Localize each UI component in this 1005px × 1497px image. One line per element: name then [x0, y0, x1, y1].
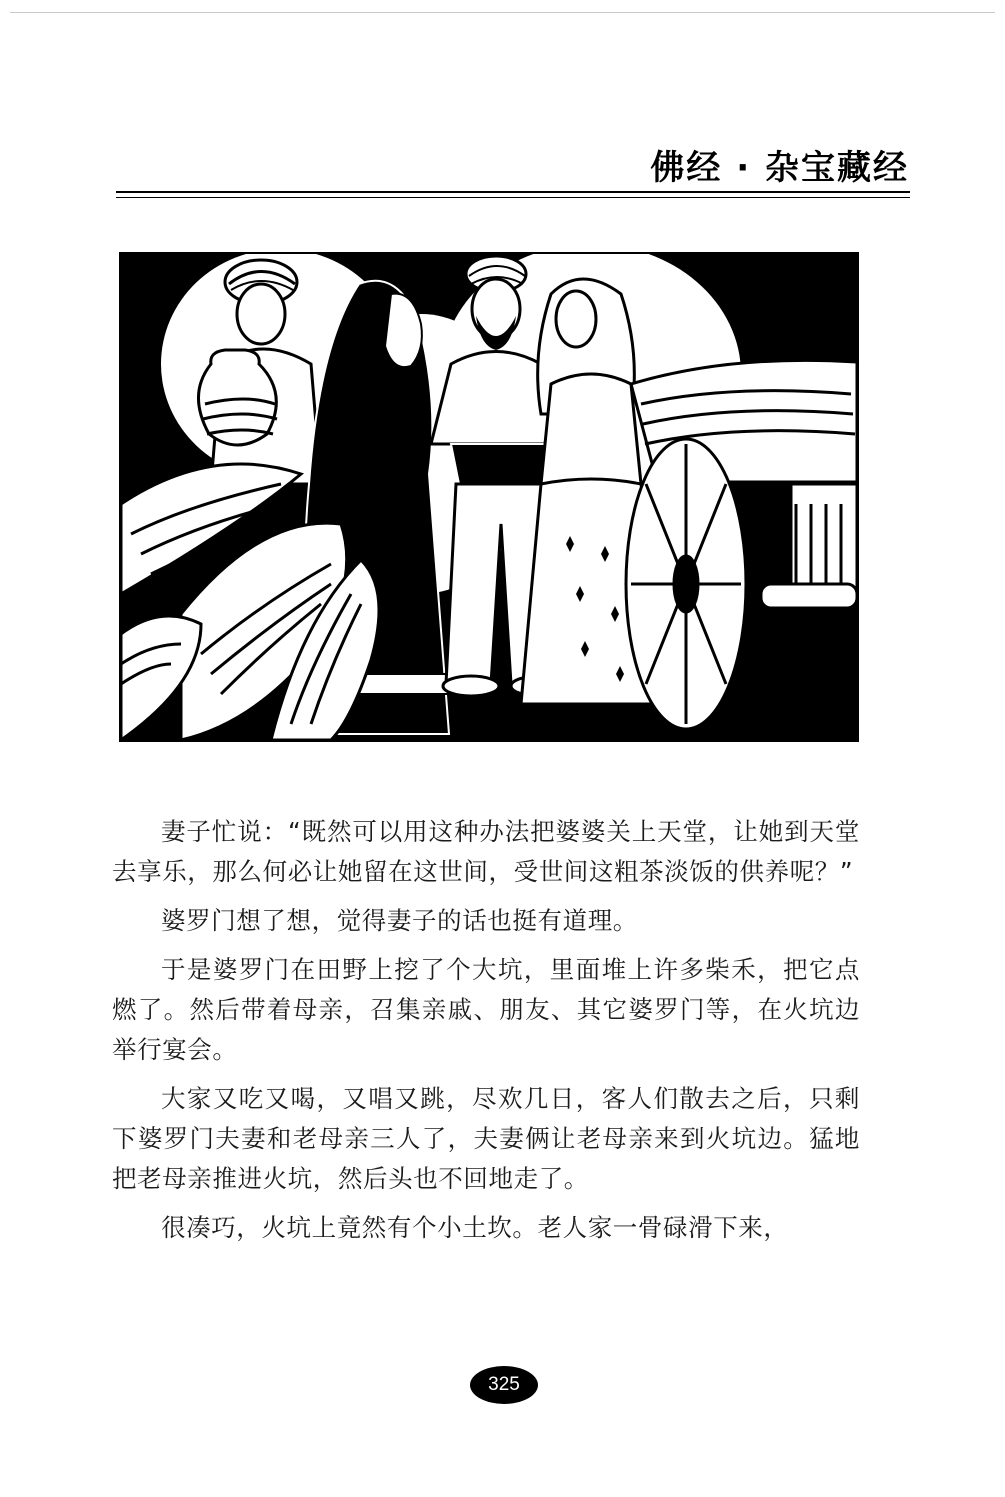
body-text — [112, 812, 860, 1257]
paragraph: 妻子忙说：“既然可以用这种办法把婆婆关上天堂，让她到天堂去享乐，那么何必让她留在这世间，受世间这粗茶淡饭的供养呢？” — [112, 817, 860, 886]
page-number: 325 — [470, 1366, 538, 1404]
brahmin-family-with-ox-cart-illustration — [121, 254, 857, 740]
paragraph: 大家又吃又喝，又唱又跳，尽欢几日，客人们散去之后，只剩下婆罗门夫妻和老母亲三人了，夫妻俩让老母亲来到火坑边。猛地把老母亲推进火坑，然后头也不回地走了。 — [112, 1084, 860, 1193]
paragraph: 于是婆罗门在田野上挖了个大坑，里面堆上许多柴禾，把它点燃了。然后带着母亲，召集亲戚、朋友、其它婆罗门等，在火坑边举行宴会。 — [112, 955, 860, 1064]
header-rule-thin — [116, 197, 910, 198]
paragraph: 很凑巧，火坑上竟然有个小土坎。老人家一骨碌滑下来， — [161, 1213, 789, 1242]
paragraph: 婆罗门想了想，觉得妻子的话也挺有道理。 — [161, 906, 638, 935]
scan-top-edge — [10, 12, 995, 13]
running-header: 佛经 · 杂宝藏经 — [650, 148, 909, 188]
illustration-frame — [119, 252, 859, 742]
header-rule — [116, 191, 910, 193]
